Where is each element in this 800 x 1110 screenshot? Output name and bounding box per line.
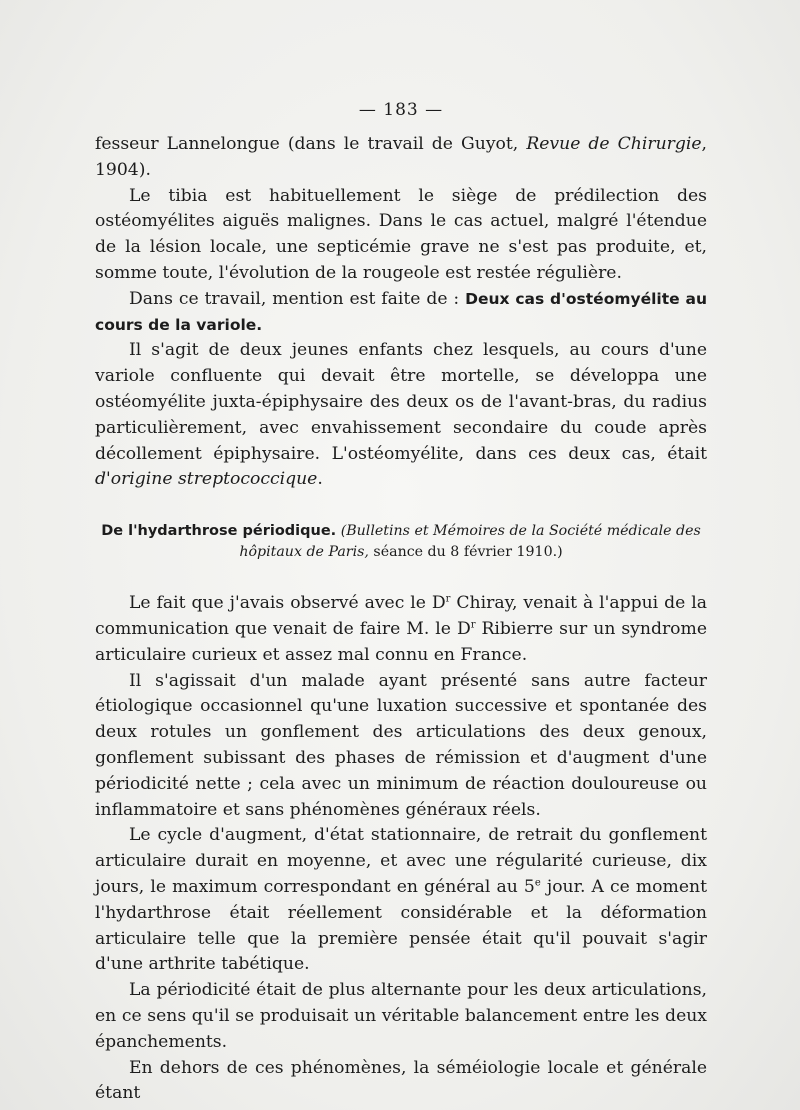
reference-citation: (Bulletins et Mémoires de la Société médicale des hôpitaux de Paris, — [239, 523, 701, 561]
paragraph-3-lead: Dans ce travail, mention est faite de : — [129, 288, 466, 309]
paragraph-2: Le tibia est habituellement le siège de prédilection des ostéomyélites aiguës malignes. Dans le cas actuel, malgré l'étendue de la lésion locale, une septicémie grave ne s'est pas produite, et, somme toute, l'évolution de la rougeole est restée régulière. — [95, 185, 707, 283]
paragraph-9: En dehors de ces phénomènes, la séméiologie locale et générale étant — [95, 1057, 707, 1104]
paragraph-5 — [95, 591, 707, 668]
paragraph-4-text: Il s'agit de deux jeunes enfants chez lesquels, au cours d'une variole confluente qui devait être mortelle, se développa une ostéomyélite juxta-épiphysaire des deux os de l'avant-bras, du radius particulièrement, avec envahissement secondaire du coude après décollement épiphysaire. L'ostéomyélite, dans ces deux cas, était — [95, 340, 707, 464]
journal-title: Revue de Chirurgie — [526, 134, 702, 154]
paragraph-1-tail: , 1904). — [95, 134, 707, 180]
paragraph-4-end: . — [317, 469, 323, 490]
paragraph-7-a: Le cycle d'augment, d'état stationnaire, de retrait du gonflement articulaire durait en moyenne, et avec une régularité curieuse, dix jours, le maximum correspondant en général au 5 — [95, 825, 707, 897]
reference-title: De l'hydarthrose périodique. — [101, 523, 337, 540]
paragraph-4 — [95, 338, 707, 493]
paragraph-6: Il s'agissait d'un malade ayant présenté sans autre facteur étiologique occasionnel qu'une luxation successive et spontanée des deux rotules un gonflement des articulations des deux genoux, gonflement subissant des phases de rémission et d'augment d'une périodicité nette ; cela avec un minimum de réaction douloureuse ou inflammatoire et sans phénomènes généraux réels. — [95, 670, 707, 820]
section-title-variole: Deux cas d'ostéomyélite au cours de la variole. — [95, 289, 707, 334]
paragraph-1-text: fesseur Lannelongue (dans le travail de Guyot, — [95, 134, 527, 154]
paragraph-5-b: Chiray, venait à l'appui de la communication que venait de faire M. le D — [95, 593, 707, 639]
page-content — [95, 100, 707, 1107]
paragraph-5-a: Le fait que j'avais observé avec le D — [129, 593, 446, 614]
paragraph-3 — [95, 287, 707, 339]
paragraph-4-italic: d'origine streptococcique — [95, 469, 318, 490]
superscript-e: e — [534, 877, 541, 889]
page-number: — 183 — — [358, 100, 444, 120]
paragraph-1 — [95, 132, 707, 184]
spacer — [95, 563, 707, 591]
paragraph-7-b: jour. A ce moment l'hydarthrose était réellement considérable et la déformation articulaire telle que la première pensée était qu'il pouvait s'agir d'une arthrite tabétique. — [95, 876, 707, 975]
superscript-dr-1: r — [445, 593, 451, 605]
paragraph-7 — [95, 823, 707, 978]
paragraph-8: La périodicité était de plus alternante pour les deux articulations, en ce sens qu'il se produisait un véritable balancement entre les deux épanchements. — [95, 980, 707, 1052]
paragraph-5-c: Ribierre sur un syndrome articulaire curieux et assez mal connu en France. — [95, 618, 707, 665]
superscript-dr-2: r — [470, 619, 476, 631]
reference-block — [95, 521, 707, 563]
reference-date: séance du 8 février 1910.) — [368, 544, 563, 561]
